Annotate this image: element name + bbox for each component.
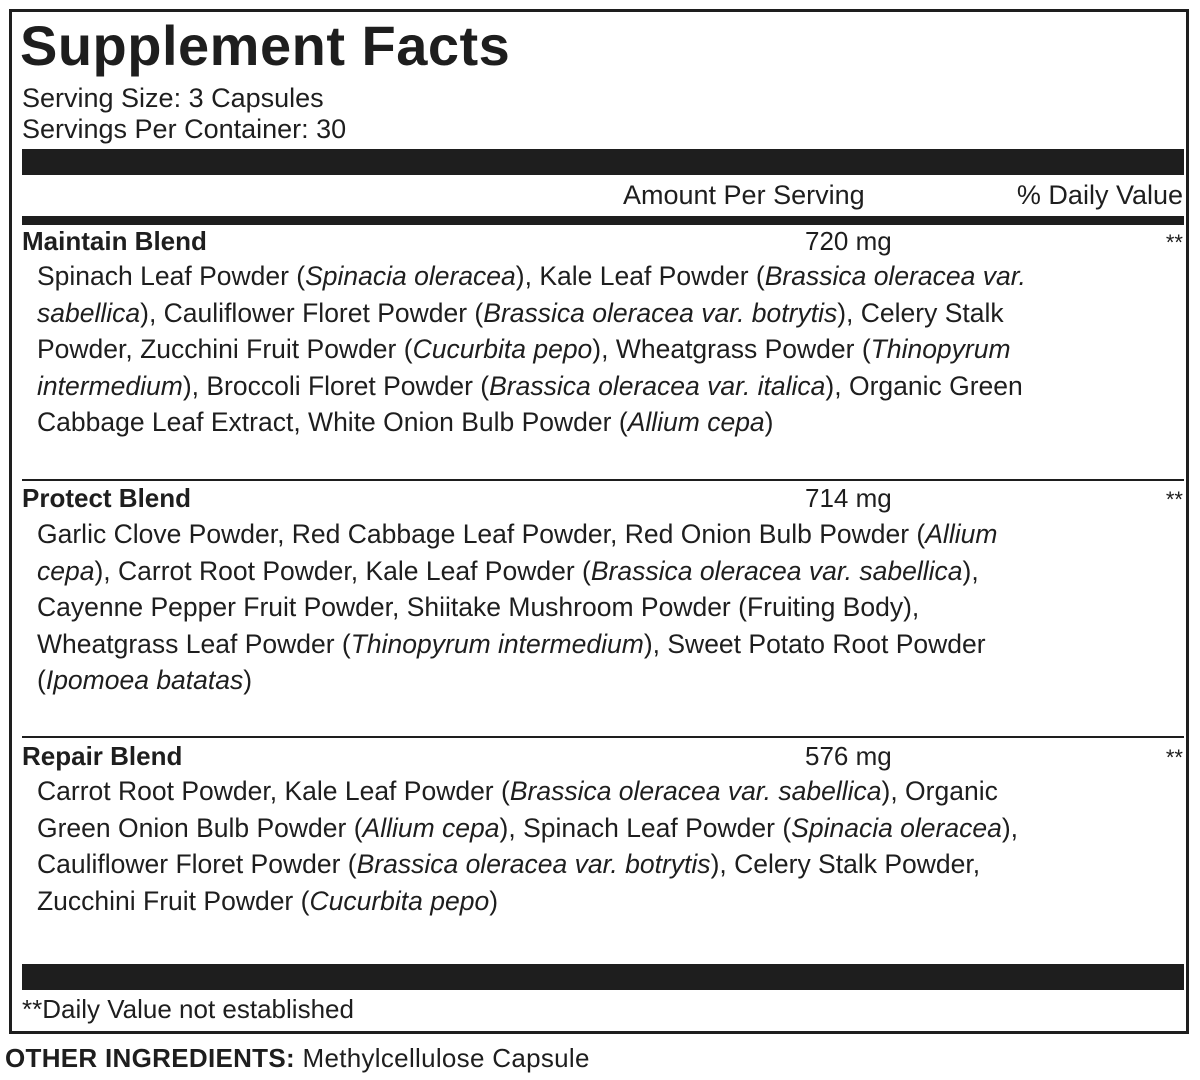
ingredient-text: ), Cauliflower Floret Powder ( [140,297,484,328]
ingredient-botanical-name: Brassica oleracea var. sabellica [509,776,882,806]
ingredient-text: ), Wheatgrass Powder ( [592,334,871,365]
ingredient-botanical-name: Spinacia oleracea [305,261,516,291]
daily-value-footnote: **Daily Value not established [22,994,354,1024]
servings-per-container: Servings Per Container: 30 [22,114,347,144]
ingredient-text: ) [764,407,774,438]
ingredient-botanical-name: Thinopyrum intermedium [350,628,644,659]
blend-amount-protect: 714 mg [805,483,892,513]
blend-dv-repair: ** [1165,745,1183,770]
serving-size: Serving Size: 3 Capsules [22,83,324,113]
ingredient-botanical-name: Cucurbita pepo [309,885,490,916]
ingredient-text: ) [489,885,499,916]
medium-divider [22,216,1184,225]
ingredient-text: Spinach Leaf Powder ( [37,261,306,291]
blend-name-maintain: Maintain Blend [22,226,207,256]
ingredient-text: Carrot Root Powder, Kale Leaf Powder ( [37,776,510,806]
ingredient-botanical-name: Spinacia oleracea [791,812,1002,843]
ingredient-botanical-name: Thinopyrum intermedium [37,334,1011,401]
page-title: Supplement Facts [20,14,511,77]
blend-ingredients-repair [37,773,1067,919]
ingredient-text: ), Cayenne Pepper Fruit Powder, Shiitake Mushroom Powder (Fruiting Body), Wheatgrass Leaf Powder ( [37,555,979,659]
blend-amount-maintain: 720 mg [805,226,892,256]
blend-divider [22,479,1184,481]
blend-amount-repair: 576 mg [805,741,892,771]
ingredient-text: ), Celery Stalk Powder, Zucchini Fruit Powder ( [37,297,1004,365]
other-ingredients-value: Methylcellulose Capsule [302,1043,590,1073]
blend-name-repair: Repair Blend [22,741,183,771]
blend-dv-maintain: ** [1165,230,1183,255]
blend-divider [22,736,1184,738]
ingredient-text: ), Spinach Leaf Powder ( [499,812,792,843]
ingredient-botanical-name: Brassica oleracea var. sabellica [590,555,963,586]
ingredient-botanical-name: Ipomoea batatas [45,665,244,696]
ingredient-botanical-name: Allium cepa [362,812,500,843]
blend-dv-protect: ** [1165,487,1183,512]
ingredient-text: ), Cauliflower Floret Powder ( [37,812,1019,880]
header-amount-per-serving: Amount Per Serving [623,180,865,210]
header-daily-value: % Daily Value [1016,180,1183,210]
thick-divider-bottom [22,964,1184,990]
other-ingredients-label: OTHER INGREDIENTS: [5,1043,295,1073]
ingredient-botanical-name: Cucurbita pepo [412,334,593,365]
ingredient-text: ), Kale Leaf Powder ( [515,261,765,291]
ingredient-botanical-name: Brassica oleracea var. botrytis [483,297,838,328]
ingredient-text: ), Broccoli Floret Powder ( [182,370,490,401]
ingredient-text: ), Carrot Root Powder, Kale Leaf Powder ( [94,555,591,586]
ingredient-text: ), Sweet Potato Root Powder ( [37,628,986,696]
blend-name-protect: Protect Blend [22,483,192,513]
ingredient-botanical-name: Brassica oleracea var. sabellica [37,261,1026,328]
ingredient-text: ), Celery Stalk Powder, Zucchini Fruit Powder ( [37,849,981,916]
ingredient-text: Garlic Clove Powder, Red Cabbage Leaf Powder, Red Onion Bulb Powder ( [37,519,926,549]
ingredient-text: ), Organic Green Cabbage Leaf Extract, White Onion Bulb Powder ( [37,370,1023,438]
ingredient-botanical-name: Brassica oleracea var. italica [489,370,826,401]
ingredient-botanical-name: Allium cepa [37,519,998,586]
thick-divider-top [22,149,1184,175]
ingredient-text: ), Organic Green Onion Bulb Powder ( [37,776,998,843]
other-ingredients [5,1042,590,1074]
ingredient-botanical-name: Brassica oleracea var. botrytis [356,849,711,880]
blend-ingredients-protect [37,516,1067,699]
ingredient-text: ) [243,665,253,696]
ingredient-botanical-name: Allium cepa [627,407,765,438]
blend-ingredients-maintain [37,258,1067,441]
